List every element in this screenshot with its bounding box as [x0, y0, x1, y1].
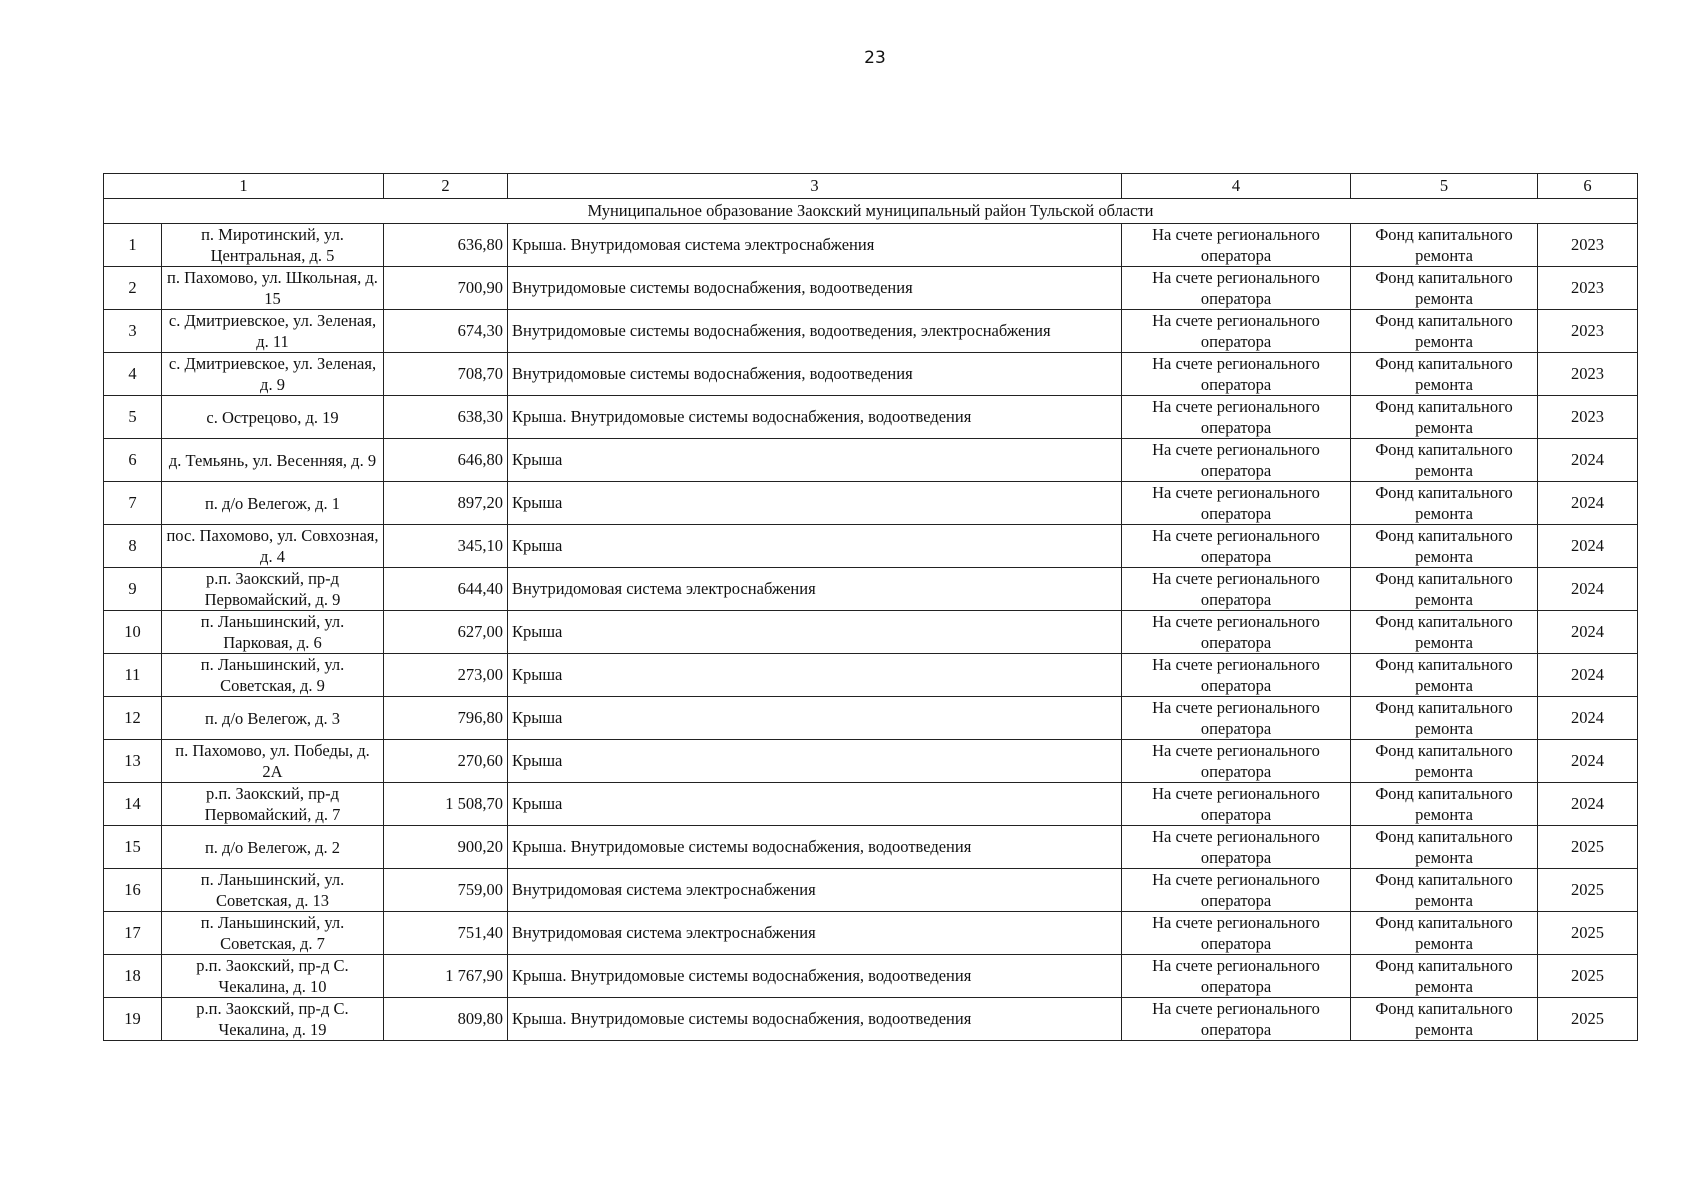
- works-cell: Крыша: [508, 611, 1122, 654]
- row-number: 2: [104, 267, 162, 310]
- address-cell: п. д/о Велегож, д. 2: [162, 826, 384, 869]
- area-cell: 809,80: [384, 998, 508, 1041]
- works-cell: Крыша: [508, 482, 1122, 525]
- works-cell: Крыша: [508, 439, 1122, 482]
- row-number: 7: [104, 482, 162, 525]
- area-cell: 644,40: [384, 568, 508, 611]
- table-row: [104, 310, 1638, 353]
- row-number: 17: [104, 912, 162, 955]
- column-header: 6: [1538, 174, 1638, 199]
- funding-source-cell: Фонд капитального ремонта: [1351, 353, 1538, 396]
- works-cell: Крыша: [508, 783, 1122, 826]
- works-cell: Крыша. Внутридомовая система электроснабжения: [508, 224, 1122, 267]
- works-cell: Внутридомовая система электроснабжения: [508, 869, 1122, 912]
- year-cell: 2023: [1538, 267, 1638, 310]
- funding-source-cell: Фонд капитального ремонта: [1351, 439, 1538, 482]
- year-cell: 2025: [1538, 955, 1638, 998]
- address-cell: д. Темьянь, ул. Весенняя, д. 9: [162, 439, 384, 482]
- fund-account-cell: На счете регионального оператора: [1122, 353, 1351, 396]
- address-cell: п. Ланьшинский, ул. Советская, д. 13: [162, 869, 384, 912]
- year-cell: 2024: [1538, 783, 1638, 826]
- row-number: 5: [104, 396, 162, 439]
- works-cell: Крыша: [508, 740, 1122, 783]
- row-number: 18: [104, 955, 162, 998]
- row-number: 3: [104, 310, 162, 353]
- funding-source-cell: Фонд капитального ремонта: [1351, 826, 1538, 869]
- column-header: 5: [1351, 174, 1538, 199]
- year-cell: 2025: [1538, 826, 1638, 869]
- fund-account-cell: На счете регионального оператора: [1122, 310, 1351, 353]
- row-number: 10: [104, 611, 162, 654]
- address-cell: с. Острецово, д. 19: [162, 396, 384, 439]
- area-cell: 759,00: [384, 869, 508, 912]
- fund-account-cell: На счете регионального оператора: [1122, 740, 1351, 783]
- column-header: 4: [1122, 174, 1351, 199]
- works-cell: Внутридомовые системы водоснабжения, водоотведения: [508, 353, 1122, 396]
- table-row: [104, 955, 1638, 998]
- address-cell: р.п. Заокский, пр-д Первомайский, д. 7: [162, 783, 384, 826]
- address-cell: п. Ланьшинский, ул. Советская, д. 7: [162, 912, 384, 955]
- address-cell: пос. Пахомово, ул. Совхозная, д. 4: [162, 525, 384, 568]
- fund-account-cell: На счете регионального оператора: [1122, 611, 1351, 654]
- address-cell: с. Дмитриевское, ул. Зеленая, д. 9: [162, 353, 384, 396]
- address-cell: п. Миротинский, ул. Центральная, д. 5: [162, 224, 384, 267]
- funding-source-cell: Фонд капитального ремонта: [1351, 869, 1538, 912]
- year-cell: 2024: [1538, 439, 1638, 482]
- area-cell: 796,80: [384, 697, 508, 740]
- funding-source-cell: Фонд капитального ремонта: [1351, 740, 1538, 783]
- address-cell: р.п. Заокский, пр-д С. Чекалина, д. 19: [162, 998, 384, 1041]
- area-cell: 1 767,90: [384, 955, 508, 998]
- fund-account-cell: На счете регионального оператора: [1122, 697, 1351, 740]
- works-cell: Крыша. Внутридомовые системы водоснабжения, водоотведения: [508, 396, 1122, 439]
- works-cell: Крыша: [508, 697, 1122, 740]
- funding-source-cell: Фонд капитального ремонта: [1351, 396, 1538, 439]
- area-cell: 900,20: [384, 826, 508, 869]
- address-cell: п. д/о Велегож, д. 1: [162, 482, 384, 525]
- row-number: 9: [104, 568, 162, 611]
- table-row: [104, 998, 1638, 1041]
- year-cell: 2023: [1538, 224, 1638, 267]
- address-cell: п. Пахомово, ул. Победы, д. 2А: [162, 740, 384, 783]
- row-number: 1: [104, 224, 162, 267]
- funding-source-cell: Фонд капитального ремонта: [1351, 310, 1538, 353]
- funding-source-cell: Фонд капитального ремонта: [1351, 697, 1538, 740]
- area-cell: 345,10: [384, 525, 508, 568]
- row-number: 4: [104, 353, 162, 396]
- year-cell: 2024: [1538, 611, 1638, 654]
- table-row: [104, 568, 1638, 611]
- column-header: 2: [384, 174, 508, 199]
- area-cell: 638,30: [384, 396, 508, 439]
- funding-source-cell: Фонд капитального ремонта: [1351, 224, 1538, 267]
- row-number: 19: [104, 998, 162, 1041]
- column-header: 3: [508, 174, 1122, 199]
- funding-source-cell: Фонд капитального ремонта: [1351, 912, 1538, 955]
- fund-account-cell: На счете регионального оператора: [1122, 224, 1351, 267]
- works-cell: Крыша: [508, 654, 1122, 697]
- fund-account-cell: На счете регионального оператора: [1122, 439, 1351, 482]
- works-cell: Крыша. Внутридомовые системы водоснабжения, водоотведения: [508, 826, 1122, 869]
- year-cell: 2025: [1538, 912, 1638, 955]
- funding-source-cell: Фонд капитального ремонта: [1351, 998, 1538, 1041]
- area-cell: 273,00: [384, 654, 508, 697]
- fund-account-cell: На счете регионального оператора: [1122, 955, 1351, 998]
- table-row: [104, 439, 1638, 482]
- table-row: [104, 740, 1638, 783]
- address-cell: п. Ланьшинский, ул. Парковая, д. 6: [162, 611, 384, 654]
- fund-account-cell: На счете регионального оператора: [1122, 912, 1351, 955]
- year-cell: 2025: [1538, 998, 1638, 1041]
- row-number: 15: [104, 826, 162, 869]
- works-cell: Внутридомовые системы водоснабжения, водоотведения: [508, 267, 1122, 310]
- fund-account-cell: На счете регионального оператора: [1122, 568, 1351, 611]
- funding-source-cell: Фонд капитального ремонта: [1351, 482, 1538, 525]
- fund-account-cell: На счете регионального оператора: [1122, 826, 1351, 869]
- area-cell: 897,20: [384, 482, 508, 525]
- works-cell: Внутридомовая система электроснабжения: [508, 568, 1122, 611]
- table-row: [104, 482, 1638, 525]
- table-row: [104, 611, 1638, 654]
- table-row: [104, 697, 1638, 740]
- table-row: [104, 353, 1638, 396]
- repair-program-table: [103, 173, 1638, 1041]
- year-cell: 2023: [1538, 310, 1638, 353]
- fund-account-cell: На счете регионального оператора: [1122, 654, 1351, 697]
- year-cell: 2024: [1538, 740, 1638, 783]
- address-cell: р.п. Заокский, пр-д С. Чекалина, д. 10: [162, 955, 384, 998]
- table-row: [104, 525, 1638, 568]
- area-cell: 646,80: [384, 439, 508, 482]
- table-row: [104, 396, 1638, 439]
- table-row: [104, 826, 1638, 869]
- area-cell: 674,30: [384, 310, 508, 353]
- page-number: 23: [864, 48, 886, 68]
- table-row: [104, 267, 1638, 310]
- area-cell: 1 508,70: [384, 783, 508, 826]
- row-number: 13: [104, 740, 162, 783]
- works-cell: Внутридомовая система электроснабжения: [508, 912, 1122, 955]
- year-cell: 2023: [1538, 396, 1638, 439]
- row-number: 16: [104, 869, 162, 912]
- year-cell: 2024: [1538, 568, 1638, 611]
- works-cell: Внутридомовые системы водоснабжения, водоотведения, электроснабжения: [508, 310, 1122, 353]
- row-number: 11: [104, 654, 162, 697]
- row-number: 12: [104, 697, 162, 740]
- funding-source-cell: Фонд капитального ремонта: [1351, 955, 1538, 998]
- section-row: [104, 199, 1638, 224]
- row-number: 8: [104, 525, 162, 568]
- works-cell: Крыша: [508, 525, 1122, 568]
- year-cell: 2024: [1538, 654, 1638, 697]
- works-cell: Крыша. Внутридомовые системы водоснабжения, водоотведения: [508, 955, 1122, 998]
- year-cell: 2024: [1538, 525, 1638, 568]
- funding-source-cell: Фонд капитального ремонта: [1351, 525, 1538, 568]
- fund-account-cell: На счете регионального оператора: [1122, 396, 1351, 439]
- year-cell: 2025: [1538, 869, 1638, 912]
- table-row: [104, 912, 1638, 955]
- address-cell: п. Ланьшинский, ул. Советская, д. 9: [162, 654, 384, 697]
- column-header: 1: [104, 174, 384, 199]
- funding-source-cell: Фонд капитального ремонта: [1351, 568, 1538, 611]
- address-cell: п. Пахомово, ул. Школьная, д. 15: [162, 267, 384, 310]
- table-row: [104, 654, 1638, 697]
- fund-account-cell: На счете регионального оператора: [1122, 525, 1351, 568]
- fund-account-cell: На счете регионального оператора: [1122, 482, 1351, 525]
- row-number: 6: [104, 439, 162, 482]
- table-row: [104, 224, 1638, 267]
- area-cell: 751,40: [384, 912, 508, 955]
- address-cell: с. Дмитриевское, ул. Зеленая, д. 11: [162, 310, 384, 353]
- funding-source-cell: Фонд капитального ремонта: [1351, 783, 1538, 826]
- area-cell: 627,00: [384, 611, 508, 654]
- year-cell: 2023: [1538, 353, 1638, 396]
- area-cell: 708,70: [384, 353, 508, 396]
- fund-account-cell: На счете регионального оператора: [1122, 869, 1351, 912]
- address-cell: р.п. Заокский, пр-д Первомайский, д. 9: [162, 568, 384, 611]
- column-number-header-row: [104, 174, 1638, 199]
- row-number: 14: [104, 783, 162, 826]
- year-cell: 2024: [1538, 482, 1638, 525]
- table-row: [104, 783, 1638, 826]
- year-cell: 2024: [1538, 697, 1638, 740]
- fund-account-cell: На счете регионального оператора: [1122, 998, 1351, 1041]
- address-cell: п. д/о Велегож, д. 3: [162, 697, 384, 740]
- works-cell: Крыша. Внутридомовые системы водоснабжения, водоотведения: [508, 998, 1122, 1041]
- area-cell: 270,60: [384, 740, 508, 783]
- funding-source-cell: Фонд капитального ремонта: [1351, 611, 1538, 654]
- table-row: [104, 869, 1638, 912]
- funding-source-cell: Фонд капитального ремонта: [1351, 654, 1538, 697]
- section-title: Муниципальное образование Заокский муниципальный район Тульской области: [104, 199, 1638, 224]
- fund-account-cell: На счете регионального оператора: [1122, 783, 1351, 826]
- funding-source-cell: Фонд капитального ремонта: [1351, 267, 1538, 310]
- fund-account-cell: На счете регионального оператора: [1122, 267, 1351, 310]
- area-cell: 636,80: [384, 224, 508, 267]
- area-cell: 700,90: [384, 267, 508, 310]
